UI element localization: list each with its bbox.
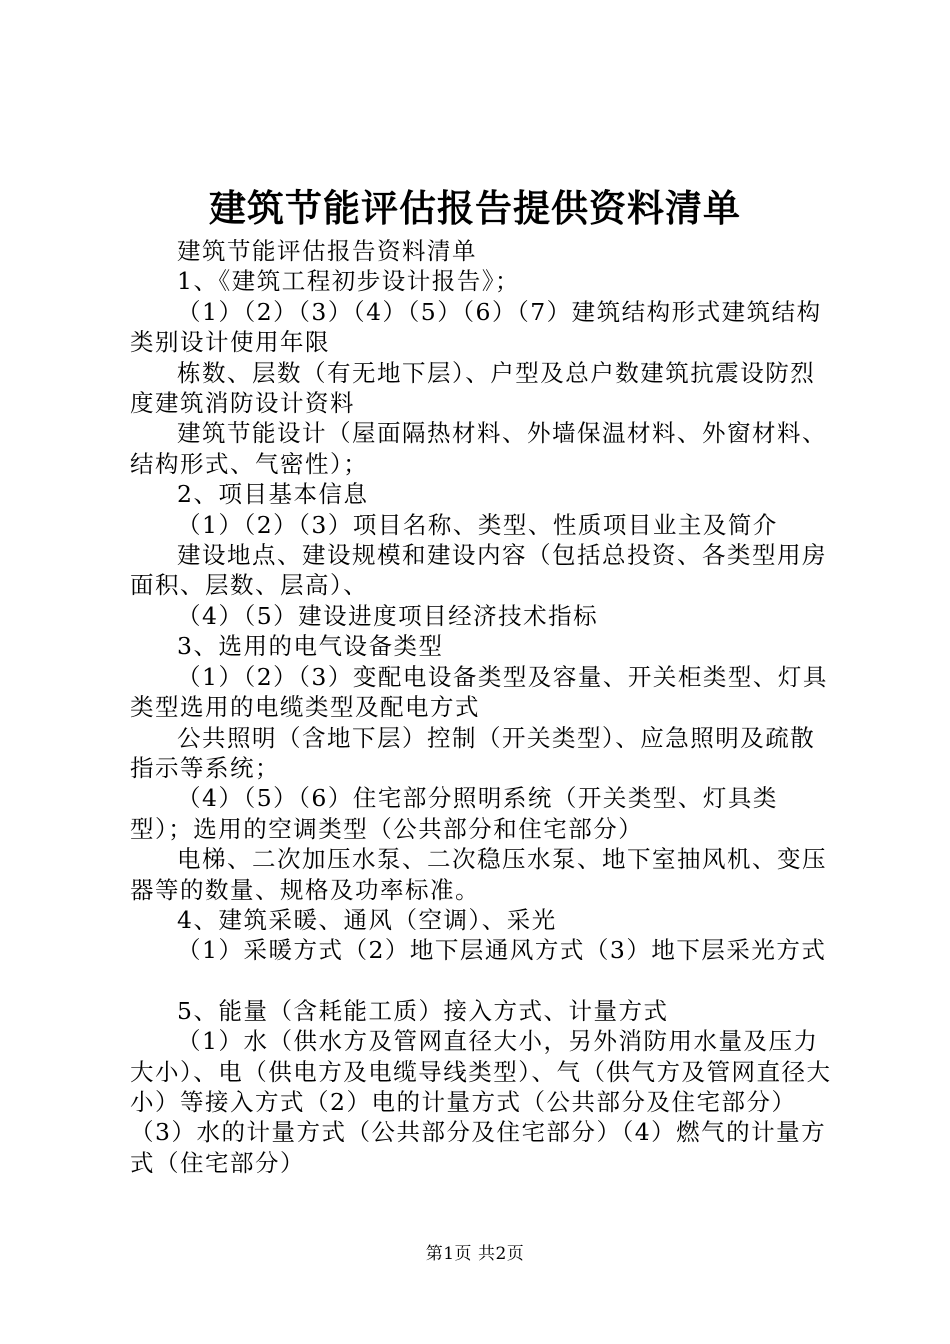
paragraph-item: （1）（2）（3）项目名称、类型、性质项目业主及简介 [177, 510, 778, 539]
paragraph-item: （4）（5）建设进度项目经济技术指标 [177, 601, 599, 630]
paragraph-section-4: 4、建筑采暖、通风（空调）、采光 [177, 905, 557, 934]
paragraph-item: （1）（2）（3）（4）（5）（6）（7）建筑结构形式建筑结构类别设计使用年限 [130, 297, 822, 357]
paragraph-item: （1）采暖方式（2）地下层通风方式（3）地下层采光方式 [177, 936, 827, 965]
paragraph-item: 建筑节能设计（屋面隔热材料、外墙保温材料、外窗材料、结构形式、气密性）； [130, 419, 827, 478]
paragraph-item: 栋数、层数（有无地下层）、户型及总户数建筑抗震设防烈度建筑消防设计资料 [130, 358, 816, 418]
paragraph-item: （1）水（供水方及管网直径大小，另外消防用水量及压力大小）、电（供电方及电缆导线类型）、气（供气方及管网直径大小）等接入方式（2）电的计量方式（公共部分及住宅部分）（3）水的计量方式（公共部分及住宅部分）（4）燃气的计量方式（住宅部分） [130, 1027, 832, 1177]
paragraph-item: 建设地点、建设规模和建设内容（包括总投资、各类型用房面积、层数、层高）、 [130, 541, 827, 600]
paragraph-subtitle: 建筑节能评估报告资料清单 [177, 237, 477, 265]
paragraph-item: 电梯、二次加压水泵、二次稳压水泵、地下室抽风机、变压器等的数量、规格及功率标准。 [130, 845, 827, 904]
paragraph-section-5: 5、能量（含耗能工质）接入方式、计量方式 [177, 996, 669, 1025]
document-body [130, 236, 838, 1178]
paragraph-section-1: 1、《建筑工程初步设计报告》； [177, 267, 520, 296]
paragraph-item: 公共照明（含地下层）控制（开关类型）、应急照明及疏散指示等系统； [130, 723, 816, 782]
page-footer: 第1页 共2页 [425, 1244, 525, 1264]
document-title: 建筑节能评估报告提供资料清单 [209, 186, 741, 230]
paragraph-item: （1）（2）（3）变配电设备类型及容量、开关柜类型、灯具类型选用的电缆类型及配电方式 [130, 662, 828, 722]
paragraph-item: （4）（5）（6）住宅部分照明系统（开关类型、灯具类型）；选用的空调类型（公共部分和住宅部分） [130, 784, 778, 843]
paragraph-section-3: 3、选用的电气设备类型 [177, 632, 444, 661]
paragraph-section-2: 2、项目基本信息 [177, 480, 369, 509]
